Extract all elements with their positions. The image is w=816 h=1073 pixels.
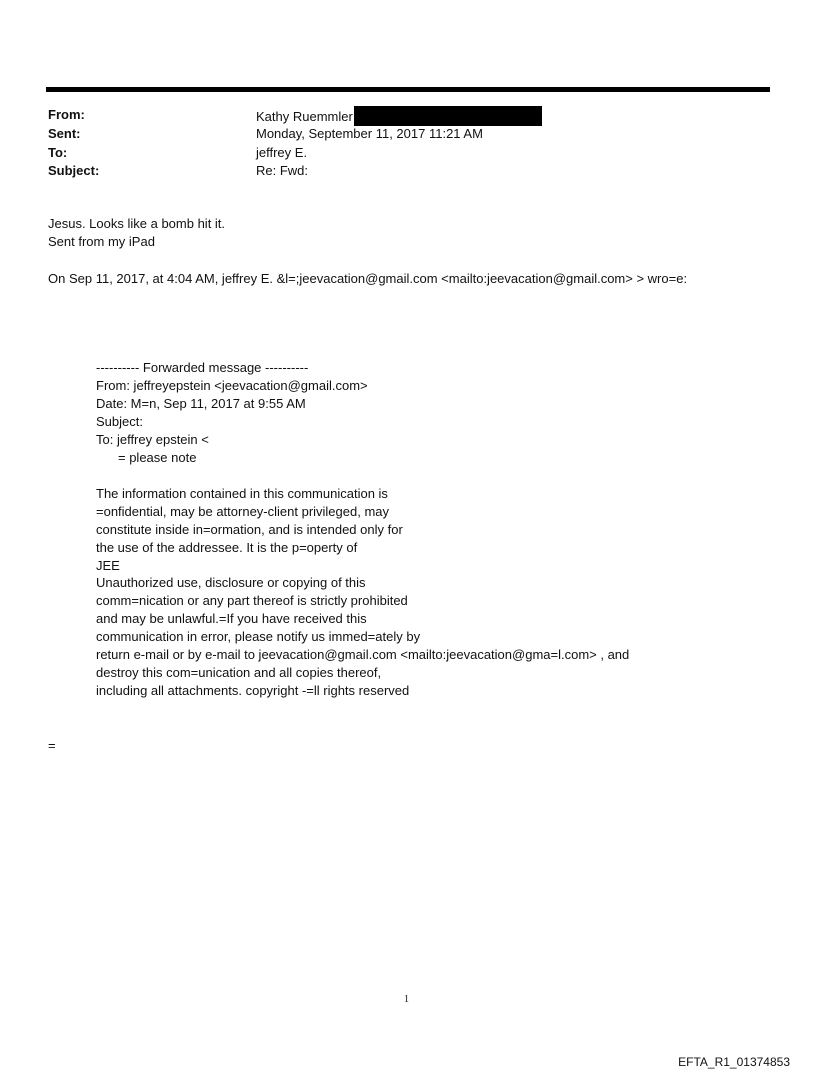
from-value [256, 106, 542, 126]
to-value: jeffrey E. [256, 145, 308, 160]
forwarded-note: = please note [118, 450, 197, 465]
document-id: EFTA_R1_01374853 [678, 1055, 790, 1069]
disclaimer-line: JEE [96, 558, 120, 573]
disclaimer-line: comm=nication or any part thereof is strictly prohibited [96, 593, 408, 608]
to-label: To: [48, 145, 68, 160]
sender-name: Kathy Ruemmler [256, 109, 353, 124]
forwarded-to: To: jeffrey epstein < [96, 432, 209, 447]
disclaimer-line: the use of the addressee. It is the p=operty of [96, 540, 358, 555]
signature-line: Sent from my iPad [48, 234, 155, 249]
sent-value: Monday, September 11, 2017 11:21 AM [256, 126, 483, 141]
subject-value: Re: Fwd: [256, 163, 309, 178]
from-label: From: [48, 107, 85, 122]
disclaimer-line: communication in error, please notify us immed=ately by [96, 629, 421, 644]
page-number: 1 [404, 994, 409, 1005]
quote-attribution: On Sep 11, 2017, at 4:04 AM, jeffrey E. &l=;jeevacation@gmail.com <mailto:jeevacation@gmail.com> > wro=e: [48, 271, 688, 286]
subject-label: Subject: [48, 163, 100, 178]
forwarded-separator: ---------- Forwarded message ---------- [96, 360, 309, 375]
redaction-box [354, 106, 542, 126]
disclaimer-line: return e-mail or by e-mail to jeevacation@gmail.com <mailto:jeevacation@gma=l.com> , and [96, 647, 630, 662]
disclaimer-line: The information contained in this communication is [96, 486, 388, 501]
disclaimer-line: constitute inside in=ormation, and is intended only for [96, 522, 403, 537]
disclaimer-line: including all attachments. copyright -=ll rights reserved [96, 683, 410, 698]
forwarded-date: Date: M=n, Sep 11, 2017 at 9:55 AM [96, 396, 306, 411]
disclaimer-line: =onfidential, may be attorney-client privileged, may [96, 504, 390, 519]
header-rule [46, 87, 770, 92]
forwarded-subject: Subject: [96, 414, 143, 429]
disclaimer-line: and may be unlawful.=If you have received this [96, 611, 367, 626]
disclaimer-line: destroy this com=unication and all copies thereof, [96, 665, 382, 680]
sent-label: Sent: [48, 126, 81, 141]
reply-line: Jesus. Looks like a bomb hit it. [48, 216, 226, 231]
trailing-char: = [48, 738, 56, 753]
disclaimer-line: Unauthorized use, disclosure or copying of this [96, 575, 366, 590]
forwarded-from: From: jeffreyepstein <jeevacation@gmail.com> [96, 378, 368, 393]
